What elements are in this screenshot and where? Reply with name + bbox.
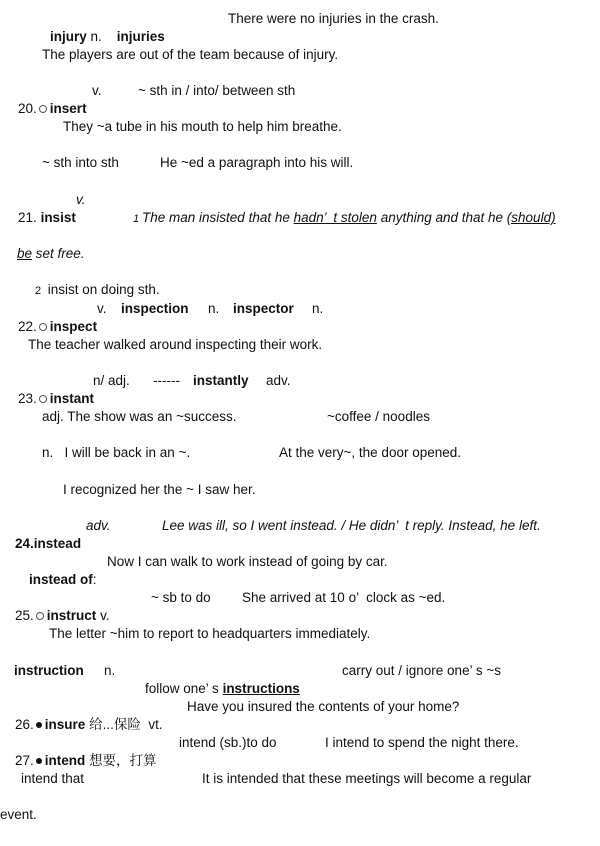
entry-instead-of-line: instead of: (29, 572, 97, 587)
entry-number: 25. (15, 608, 34, 623)
collocation: follow one’ s instructions (145, 681, 300, 696)
sense-number: 1 (133, 213, 140, 225)
headword: instant (49, 391, 95, 406)
collocation: ~coffee / noodles (327, 409, 430, 424)
example-sentence: Now I can walk to work instead of going by car. (107, 554, 388, 569)
entry-number: 20. (18, 101, 37, 116)
usage-pattern: ~ sth into sth (42, 155, 119, 170)
headword: intend (44, 753, 86, 768)
entry-number: 22. (18, 319, 37, 334)
example-continuation: be set free. (17, 246, 85, 261)
chinese-gloss: 想要，打算 (89, 753, 157, 768)
headword-form: injuries (116, 29, 165, 44)
example-sentence: The letter ~him to report to headquarters immediately. (49, 626, 371, 641)
part-of-speech: n. (104, 663, 116, 678)
entry-number: 27. (15, 753, 34, 768)
part-of-speech: v. (92, 83, 102, 98)
collocation: carry out / ignore one’ s ~s (342, 663, 501, 678)
part-of-speech: n/ adj. (93, 373, 130, 388)
usage-pattern: ~ sb to do (151, 590, 211, 605)
underlined-phrase: hadn’ t stolen (293, 210, 377, 225)
headword: instruction (14, 663, 84, 678)
headword: insure (44, 717, 86, 732)
sense-number: 2 (35, 285, 42, 297)
dash-separator: ------ (153, 373, 180, 388)
part-of-speech: vt. (148, 717, 163, 732)
usage-pattern: ~ sth in / into/ between sth (138, 83, 296, 98)
part-of-speech: adv. (266, 373, 291, 388)
example-sentence: n. I will be back in an ~. (42, 445, 191, 460)
example-sentence: He ~ed a paragraph into his will. (160, 155, 354, 170)
part-of-speech: v. (76, 192, 86, 207)
circle-bullet-icon (39, 105, 47, 113)
example-sentence: The players are out of the team because of injury. (42, 47, 339, 62)
circle-bullet-icon (39, 323, 47, 331)
circle-bullet-icon (36, 612, 44, 620)
headword-form: instantly (193, 373, 249, 388)
part-of-speech: n. (312, 301, 324, 316)
headword-form: inspection (121, 301, 189, 316)
entry-number: 23. (18, 391, 37, 406)
underlined-phrase: (should) (506, 210, 556, 225)
example-sentence: They ~a tube in his mouth to help him breathe. (63, 119, 342, 134)
part-of-speech: v. (100, 608, 110, 623)
example-sentence: Lee was ill, so I went instead. / He didn’ t reply. Instead, he left. (162, 518, 541, 533)
headword: inspect (49, 319, 98, 334)
filled-bullet-icon (36, 758, 42, 764)
example-sentence: adj. The show was an ~success. (42, 409, 237, 424)
part-of-speech: n. (86, 29, 117, 44)
filled-bullet-icon (36, 722, 42, 728)
headword: insert (49, 101, 87, 116)
example-sentence: Have you insured the contents of your home? (187, 699, 460, 714)
headword-form: inspector (233, 301, 294, 316)
entry-number: 24. (15, 536, 34, 551)
part-of-speech: adv. (86, 518, 111, 533)
usage-pattern-line: 2 insist on doing sth. (20, 263, 160, 318)
example-sentence: 1 The man insisted that he hadn’ t stolen anything and that he (should) (118, 191, 556, 246)
headword: instruct (46, 608, 97, 623)
example-continuation: event. (0, 807, 37, 822)
headword: injury (50, 29, 87, 44)
part-of-speech: n. (208, 301, 220, 316)
entry-number: 21. (18, 210, 37, 225)
example-sentence: I recognized her the ~ I saw her. (63, 482, 256, 497)
example-sentence: At the very~, the door opened. (279, 445, 461, 460)
underlined-phrase: be (17, 246, 33, 261)
usage-pattern: intend (sb.)to do (179, 735, 277, 750)
usage-pattern: intend that (21, 771, 85, 786)
headword: instead of (29, 572, 93, 587)
chinese-gloss: 给...保险 (89, 717, 141, 732)
headword: instead (33, 536, 82, 551)
entry-number: 26. (15, 717, 34, 732)
example-sentence: I intend to spend the night there. (325, 735, 519, 750)
headword: insist (40, 210, 76, 225)
example-sentence: The teacher walked around inspecting their work. (28, 337, 323, 352)
example-sentence: She arrived at 10 o’ clock as ~ed. (242, 590, 446, 605)
example-sentence: There were no injuries in the crash. (228, 11, 439, 26)
example-sentence: It is intended that these meetings will become a regular (202, 771, 532, 786)
circle-bullet-icon (39, 395, 47, 403)
underlined-phrase: instructions (222, 681, 300, 696)
part-of-speech: v. (97, 301, 107, 316)
